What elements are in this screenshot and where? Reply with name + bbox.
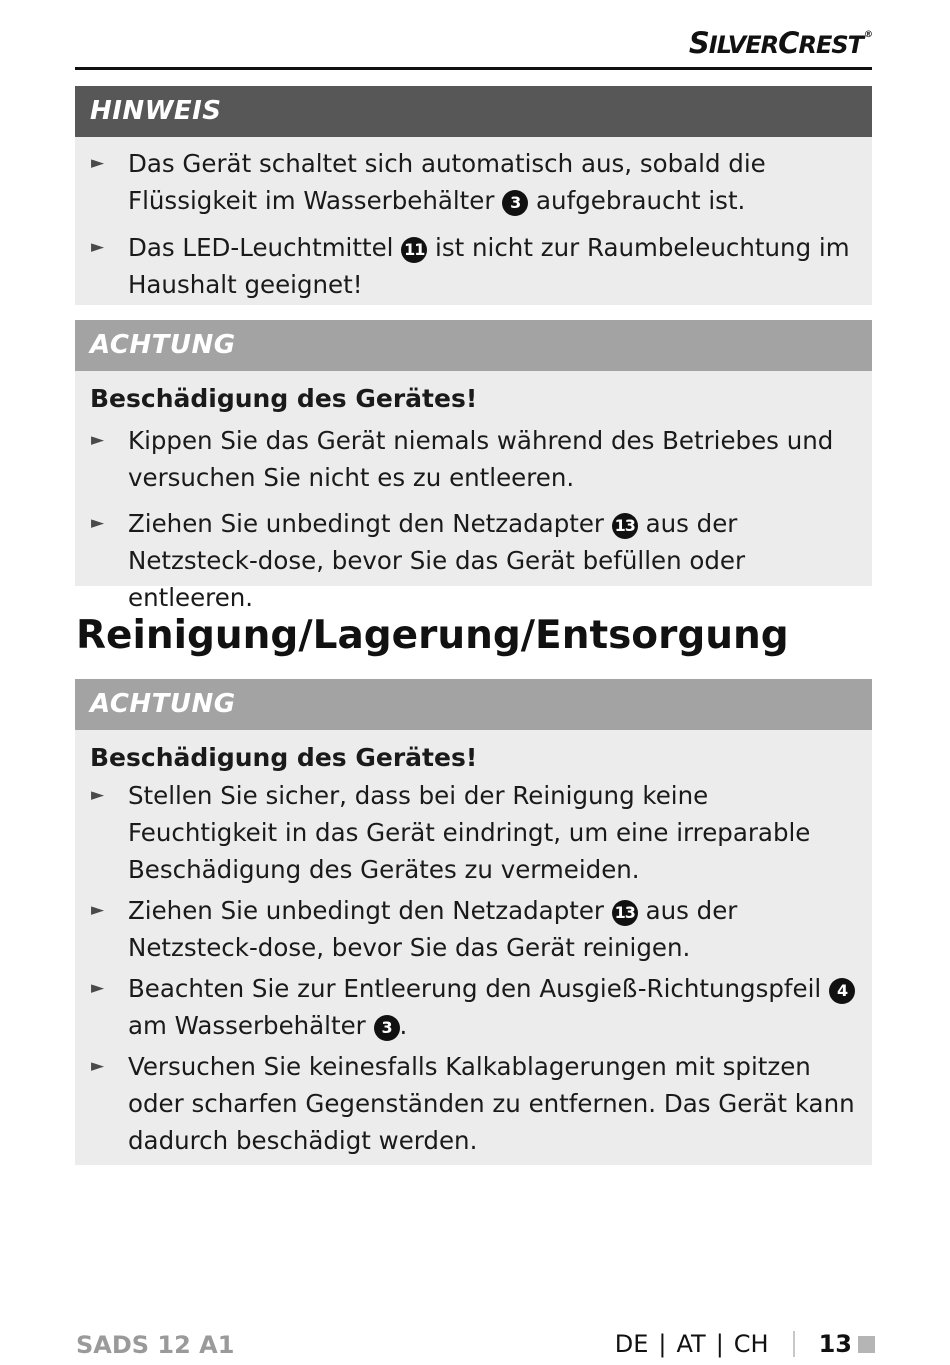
list-item: ► Versuchen Sie keinesfalls Kalkablagerungen mit spitzen oder scharfen Gegenständen zu entfernen. Das Gerät kann dadurch beschädigt werden. xyxy=(75,1048,872,1159)
achtung-heading: ACHTUNG xyxy=(75,679,872,730)
achtung-box-1 xyxy=(75,320,872,612)
lang-at: AT xyxy=(676,1330,706,1358)
hinweis-box xyxy=(75,86,872,305)
triangle-right-icon: ► xyxy=(91,900,105,920)
circled-number-icon: 11 xyxy=(401,237,427,263)
list-item: ► Ziehen Sie unbedingt den Netzadapter 13 aus der Netzsteck-dose, bevor Sie das Gerät befüllen oder entleeren. xyxy=(75,505,872,616)
section-title: Reinigung/Lagerung/Entsorgung xyxy=(76,613,789,658)
achtung-heading: ACHTUNG xyxy=(75,320,872,371)
achtung-list xyxy=(75,417,872,616)
brand-logo: SILVERCREST® xyxy=(688,26,872,60)
list-item: ► Das Gerät schaltet sich automatisch aus, sobald die Flüssigkeit im Wasserbehälter 3 aufgebraucht ist. xyxy=(75,145,872,219)
triangle-right-icon: ► xyxy=(91,978,105,998)
list-item: ► Das LED-Leuchtmittel 11 ist nicht zur Raumbeleuchtung im Haushalt geeignet! xyxy=(75,229,872,303)
list-item: ► Kippen Sie das Gerät niemals während des Betriebes und versuchen Sie nicht es zu entleeren. xyxy=(75,422,872,496)
triangle-right-icon: ► xyxy=(91,153,105,173)
lang-ch: CH xyxy=(733,1330,769,1358)
warning-subheading: Beschädigung des Gerätes! xyxy=(90,743,478,772)
circled-number-icon: 13 xyxy=(612,513,638,539)
achtung-box-2 xyxy=(75,679,872,1165)
achtung-list xyxy=(75,776,872,1159)
triangle-right-icon: ► xyxy=(91,785,105,805)
header-rule xyxy=(75,67,872,70)
hinweis-list xyxy=(75,137,872,303)
footer-page-info xyxy=(615,1330,875,1358)
triangle-right-icon: ► xyxy=(91,430,105,450)
triangle-right-icon: ► xyxy=(91,513,105,533)
divider xyxy=(793,1331,795,1357)
warning-subheading: Beschädigung des Gerätes! xyxy=(90,384,478,413)
list-item: ► Beachten Sie zur Entleerung den Ausgieß-Richtungspfeil 4 am Wasserbehälter 3 . xyxy=(75,970,872,1044)
circled-number-icon: 13 xyxy=(612,900,638,926)
circled-number-icon: 3 xyxy=(374,1015,400,1041)
separator: | xyxy=(715,1330,724,1358)
circled-number-icon: 4 xyxy=(829,978,855,1004)
triangle-right-icon: ► xyxy=(91,1056,105,1076)
page-number: 13 xyxy=(818,1330,852,1358)
lang-de: DE xyxy=(614,1330,649,1358)
triangle-right-icon: ► xyxy=(91,237,105,257)
list-item: ► Ziehen Sie unbedingt den Netzadapter 13 aus der Netzsteck-dose, bevor Sie das Gerät reinigen. xyxy=(75,892,872,966)
separator: | xyxy=(658,1330,667,1358)
list-item: ► Stellen Sie sicher, dass bei der Reinigung keine Feuchtigkeit in das Gerät eindringt, um eine irreparable Beschädigung des Gerätes zu vermeiden. xyxy=(75,777,872,888)
circled-number-icon: 3 xyxy=(502,190,528,216)
square-marker-icon xyxy=(858,1336,875,1353)
hinweis-heading: HINWEIS xyxy=(75,86,872,137)
model-number: SADS 12 A1 xyxy=(76,1331,235,1359)
